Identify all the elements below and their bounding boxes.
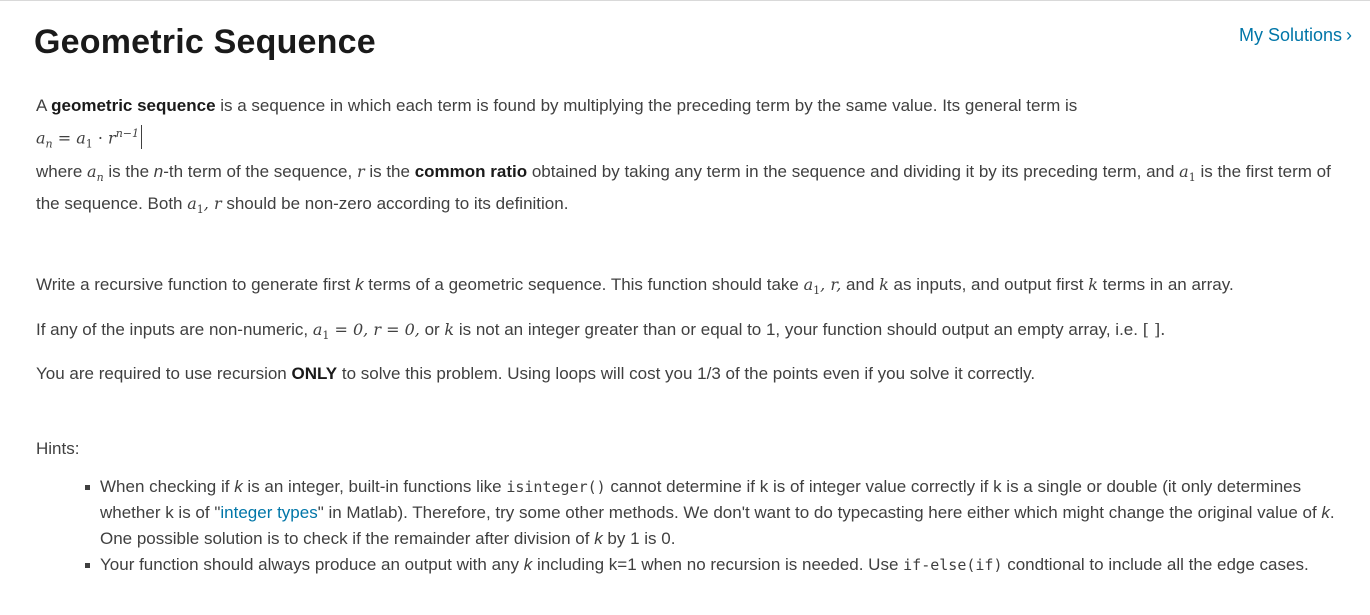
formula-symbol: a (76, 128, 86, 148)
formula-operator: · (92, 128, 109, 148)
hint-text: Your function should always produce an output with any (100, 554, 524, 574)
edge-text: If any of the inputs are non-numeric, (36, 319, 313, 339)
formula-symbol: a (87, 162, 97, 181)
hint-text: by 1 is 0. (602, 528, 676, 548)
edge-text: or (419, 319, 445, 339)
formula-symbol: a (803, 275, 814, 295)
intro-paragraph (36, 93, 1336, 119)
formula-symbol: a (36, 128, 46, 148)
task-paragraph (36, 272, 1336, 304)
intro-text: A (36, 96, 52, 115)
where-text: should be non-zero according to its definition. (221, 194, 569, 214)
italic-k: k (594, 528, 603, 548)
integer-types-link[interactable]: integer types (220, 502, 318, 522)
where-text: is the (364, 162, 415, 181)
term-common-ratio: common ratio (414, 162, 528, 181)
task-text: terms of a geometric sequence. This function should take (363, 275, 804, 295)
formula-symbol: r (108, 128, 116, 148)
problem-page (0, 1, 1370, 615)
hints-list (36, 474, 1336, 578)
edge-case-paragraph (36, 317, 1336, 349)
where-text: obtained by taking any term in the sequence and dividing it by its preceding term, and (527, 162, 1180, 181)
math-a1-r (187, 194, 222, 217)
math-k: k (444, 319, 455, 339)
math-an (87, 162, 104, 185)
hint-text: . One possible solution is to check if the remainder after division of (100, 502, 1335, 548)
my-solutions-link[interactable] (1239, 25, 1352, 46)
task-text: Write a recursive function to generate first (36, 275, 356, 295)
hint-text: cannot determine if k is of integer value correctly if k is a single or double (it only determines whether k is of " (100, 476, 1302, 522)
formula-superscript: n−1 (115, 127, 139, 140)
page-title: Geometric Sequence (34, 23, 376, 61)
formula-symbol: a (312, 319, 323, 339)
italic-k: k (1321, 502, 1330, 522)
edge-text: is not an integer greater than or equal to 1, your function should output an empty array, i.e. (454, 319, 1143, 339)
recursion-paragraph (36, 361, 1336, 387)
formula-subscript: 1 (1188, 171, 1196, 185)
formula-subscript: 1 (813, 284, 821, 298)
chevron-right-icon[interactable]: › (1346, 25, 1352, 45)
hint-item-edge-cases (100, 552, 1336, 578)
italic-k: k (234, 476, 243, 496)
problem-description (36, 93, 1336, 578)
formula-operator: = (52, 128, 77, 148)
formula-symbol: , r, (820, 275, 842, 295)
hint-text: " in Matlab). Therefore, try some other methods. We don't want to do typecasting here either which might change the original value of (317, 502, 1322, 522)
my-solutions-label[interactable]: My Solutions (1238, 25, 1342, 45)
formula-subscript: n (45, 137, 53, 151)
hint-text: is an integer, built-in functions like (242, 476, 507, 496)
term-geometric-sequence: geometric sequence (51, 96, 216, 115)
formula-subscript: 1 (85, 137, 93, 151)
hint-item-isinteger (100, 474, 1336, 552)
where-text: where (36, 162, 88, 181)
formula-symbol: , r (203, 194, 222, 214)
math-k: k (879, 275, 889, 295)
where-text: -th term of the sequence, (163, 162, 357, 181)
hints-label: Hints: (36, 438, 80, 458)
where-text: is the (103, 162, 154, 181)
formula-subscript: n (96, 171, 104, 185)
recursion-text: to solve this problem. Using loops will cost you 1/3 of the points even if you solve it correctly. (337, 363, 1036, 383)
formula-symbol: = 0, r = 0, (329, 319, 420, 339)
where-paragraph (36, 159, 1336, 223)
code-isinteger: isinteger() (506, 477, 606, 496)
italic-n: n (153, 162, 164, 181)
text-cursor (141, 125, 142, 149)
italic-k: k (355, 275, 364, 295)
math-a1 (803, 275, 842, 298)
math-k: k (1088, 275, 1098, 295)
hint-text: When checking if (100, 476, 235, 496)
formula-symbol: a (187, 194, 197, 214)
formula-subscript: 1 (196, 203, 204, 217)
math-r: r (356, 162, 365, 181)
math-a1 (1179, 162, 1196, 185)
task-text: as inputs, and output first (888, 275, 1089, 295)
where-text: is the first term of the sequence. Both (36, 162, 1331, 214)
formula-subscript: 1 (322, 328, 330, 342)
empty-array: [ ]. (1142, 319, 1166, 339)
hint-text: condtional to include all the edge cases. (1002, 554, 1309, 574)
math-conditions (312, 319, 420, 342)
term-only: ONLY (291, 363, 338, 383)
italic-k: k (523, 554, 533, 574)
task-text: terms in an array. (1097, 275, 1234, 295)
general-term-formula (36, 121, 1336, 151)
code-if-else: if-else(if) (903, 555, 1003, 574)
task-text: and (841, 275, 880, 295)
formula-symbol: a (1179, 162, 1189, 181)
recursion-text: You are required to use recursion (36, 363, 292, 383)
intro-text: is a sequence in which each term is found by multiplying the preceding term by the same value. Its general term is (215, 96, 1078, 115)
hint-text: including k=1 when no recursion is needed. Use (532, 554, 904, 574)
